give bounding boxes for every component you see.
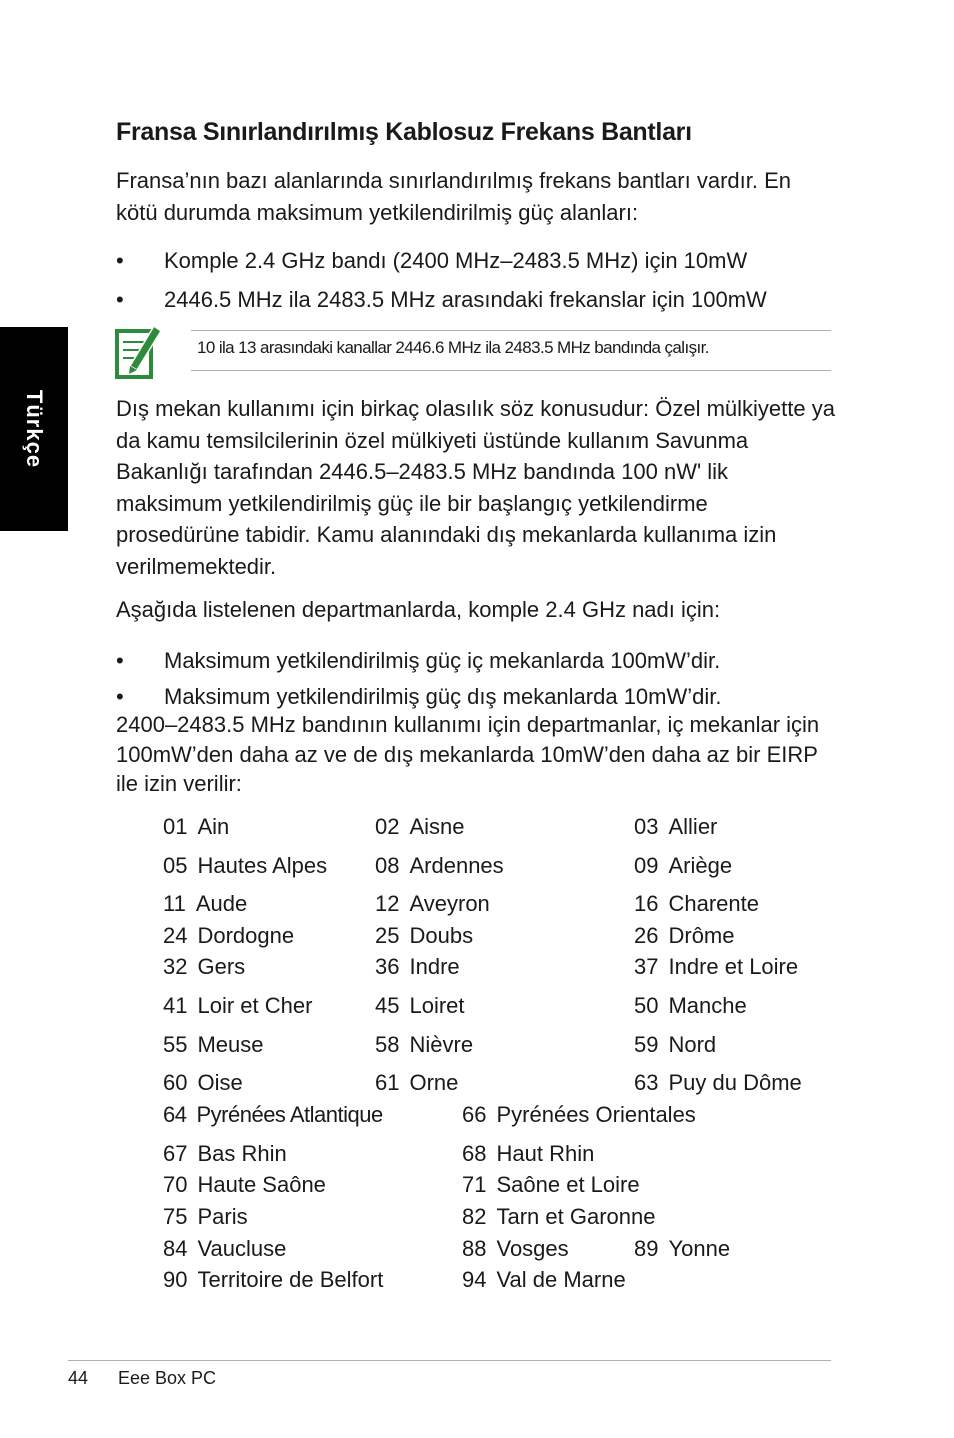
department-entry <box>163 1070 243 1096</box>
department-entry <box>163 1204 248 1230</box>
department-name: Pyrénées Orientales <box>496 1102 696 1127</box>
department-entry <box>462 1141 594 1167</box>
language-side-tab <box>0 327 68 531</box>
note-pencil-icon <box>114 322 164 380</box>
department-name: Puy du Dôme <box>668 1070 802 1095</box>
department-name: Doubs <box>409 923 474 948</box>
department-entry <box>375 891 490 917</box>
department-code: 02 <box>375 814 400 839</box>
department-code: 94 <box>462 1267 487 1292</box>
department-name: Oise <box>197 1070 243 1095</box>
department-entry <box>462 1204 655 1230</box>
note-bottom-rule <box>191 370 831 371</box>
department-entry <box>375 923 473 949</box>
department-name: Indre et Loire <box>668 954 799 979</box>
department-code: 61 <box>375 1070 400 1095</box>
department-code: 82 <box>462 1204 487 1229</box>
department-name: Aisne <box>409 814 465 839</box>
department-entry <box>163 1141 287 1167</box>
bullet-item <box>116 285 767 315</box>
department-code: 55 <box>163 1032 188 1057</box>
department-name: Vosges <box>496 1236 569 1261</box>
department-name: Manche <box>668 993 747 1018</box>
department-entry <box>375 814 465 840</box>
department-entry <box>462 1267 626 1293</box>
department-name: Ardennes <box>409 853 504 878</box>
department-code: 64 <box>163 1102 187 1127</box>
department-code: 36 <box>375 954 400 979</box>
department-name: Val de Marne <box>496 1267 626 1292</box>
department-code: 71 <box>462 1172 487 1197</box>
department-name: Nord <box>668 1032 717 1057</box>
department-name: Territoire de Belfort <box>197 1267 384 1292</box>
department-name: Bas Rhin <box>197 1141 287 1166</box>
band-paragraph: 2400–2483.5 MHz bandının kullanımı için departmanlar, iç mekanlar için 100mW’den daha az ve de dış mekanlarda 10mW’den daha az bir EIRP ile izin verilir: <box>116 712 820 796</box>
department-code: 67 <box>163 1141 188 1166</box>
bullet-text: Maksimum yetkilendirilmiş güç dış mekanlarda 10mW’dir. <box>164 684 722 709</box>
bullet-dot: • <box>116 248 124 273</box>
department-name: Haute Saône <box>197 1172 326 1197</box>
department-code: 25 <box>375 923 400 948</box>
department-entry <box>163 1172 326 1198</box>
department-code: 90 <box>163 1267 188 1292</box>
note-top-rule <box>191 330 831 331</box>
department-name: Paris <box>197 1204 248 1229</box>
department-entry <box>375 993 465 1019</box>
department-code: 11 <box>163 891 186 916</box>
department-code: 03 <box>634 814 659 839</box>
department-name: Orne <box>409 1070 459 1095</box>
department-code: 08 <box>375 853 400 878</box>
bullet-text: Maksimum yetkilendirilmiş güç iç mekanlarda 100mW’dir. <box>164 648 721 673</box>
department-entry <box>375 954 460 980</box>
department-name: Saône et Loire <box>496 1172 640 1197</box>
department-code: 12 <box>375 891 400 916</box>
department-entry <box>163 923 294 949</box>
department-entry <box>462 1172 640 1198</box>
department-entry <box>163 891 247 917</box>
department-entry <box>634 1032 716 1058</box>
department-name: Hautes Alpes <box>197 853 328 878</box>
bullet-dot: • <box>116 648 124 673</box>
footer-rule <box>68 1360 831 1361</box>
department-code: 50 <box>634 993 659 1018</box>
department-name: Loiret <box>409 993 465 1018</box>
department-code: 09 <box>634 853 659 878</box>
bullet-dot: • <box>116 287 124 312</box>
department-name: Loir et Cher <box>197 993 313 1018</box>
department-code: 01 <box>163 814 188 839</box>
section-title: Fransa Sınırlandırılmış Kablosuz Frekans Bantları <box>116 118 692 146</box>
department-name: Pyrénées Atlantique <box>196 1102 383 1127</box>
department-entry <box>634 853 732 879</box>
intro-paragraph: Fransa’nın bazı alanlarında sınırlandırılmış frekans bantları vardır. En kötü durumda maksimum yetkilendirilmiş güç alanları: <box>116 168 791 225</box>
department-name: Tarn et Garonne <box>496 1204 656 1229</box>
department-name: Yonne <box>668 1236 731 1261</box>
department-code: 66 <box>462 1102 487 1127</box>
department-entry <box>634 1070 802 1096</box>
department-entry <box>634 954 798 980</box>
department-code: 84 <box>163 1236 188 1261</box>
department-entry <box>375 1032 473 1058</box>
department-code: 60 <box>163 1070 188 1095</box>
department-code: 58 <box>375 1032 400 1057</box>
department-name: Aude <box>195 891 248 916</box>
department-code: 24 <box>163 923 188 948</box>
department-entry <box>462 1102 696 1128</box>
departments-intro: Aşağıda listelenen departmanlarda, komple 2.4 GHz nadı için: <box>116 597 721 622</box>
department-code: 41 <box>163 993 188 1018</box>
department-name: Meuse <box>197 1032 264 1057</box>
department-code: 89 <box>634 1236 659 1261</box>
department-code: 32 <box>163 954 188 979</box>
department-name: Drôme <box>668 923 735 948</box>
department-entry <box>634 923 735 949</box>
department-entry <box>634 993 747 1019</box>
department-code: 75 <box>163 1204 188 1229</box>
department-entry <box>375 1070 458 1096</box>
department-entry <box>163 993 312 1019</box>
department-entry <box>634 1236 730 1262</box>
language-tab-label: Türkçe <box>22 389 47 469</box>
department-code: 26 <box>634 923 659 948</box>
department-code: 68 <box>462 1141 487 1166</box>
department-code: 16 <box>634 891 659 916</box>
department-entry <box>163 954 245 980</box>
department-entry <box>634 891 759 917</box>
department-code: 70 <box>163 1172 188 1197</box>
department-entry <box>634 814 717 840</box>
department-code: 59 <box>634 1032 659 1057</box>
department-entry <box>163 814 229 840</box>
department-code: 88 <box>462 1236 487 1261</box>
bullet-item <box>116 646 720 676</box>
department-code: 05 <box>163 853 188 878</box>
department-name: Dordogne <box>197 923 295 948</box>
bullet-text: Komple 2.4 GHz bandı (2400 MHz–2483.5 MHz) için 10mW <box>164 248 748 273</box>
department-entry <box>163 1102 383 1128</box>
department-entry <box>462 1236 569 1262</box>
department-name: Allier <box>668 814 718 839</box>
page-number: 44 <box>68 1368 89 1388</box>
note-text: 10 ila 13 arasındaki kanallar 2446.6 MHz ila 2483.5 MHz bandında çalışır. <box>197 338 709 357</box>
department-name: Vaucluse <box>197 1236 287 1261</box>
department-code: 63 <box>634 1070 659 1095</box>
bullet-dot: • <box>116 684 124 709</box>
department-name: Gers <box>197 954 246 979</box>
bullet-item <box>116 246 747 276</box>
department-name: Haut Rhin <box>496 1141 595 1166</box>
bullet-item <box>116 682 722 712</box>
department-name: Nièvre <box>409 1032 474 1057</box>
bullet-text: 2446.5 MHz ila 2483.5 MHz arasındaki frekanslar için 100mW <box>164 287 767 312</box>
department-code: 37 <box>634 954 659 979</box>
department-name: Ariège <box>668 853 733 878</box>
department-entry <box>163 1032 264 1058</box>
department-name: Aveyron <box>409 891 490 916</box>
department-entry <box>163 1267 383 1293</box>
department-entry <box>163 1236 286 1262</box>
department-entry <box>163 853 327 879</box>
department-name: Indre <box>409 954 460 979</box>
department-code: 45 <box>375 993 400 1018</box>
department-name: Charente <box>668 891 759 916</box>
department-name: Ain <box>197 814 230 839</box>
footer-product: Eee Box PC <box>118 1368 217 1388</box>
outdoor-paragraph: Dış mekan kullanımı için birkaç olasılık söz konusudur: Özel mülkiyette ya da kamu temsilcilerinin özel mülkiyeti üstünde kullanım Savunma Bakanlığı tarafından 2446.5–2483.5 MHz bandında 100 nW' lik maksimum yetkilendirilmiş güç ile bir başlangıç yetkilendirme prosedürüne tabidir. Kamu alanındaki dış mekanlarda kullanıma izin verilmemektedir. <box>116 396 835 579</box>
department-entry <box>375 853 504 879</box>
